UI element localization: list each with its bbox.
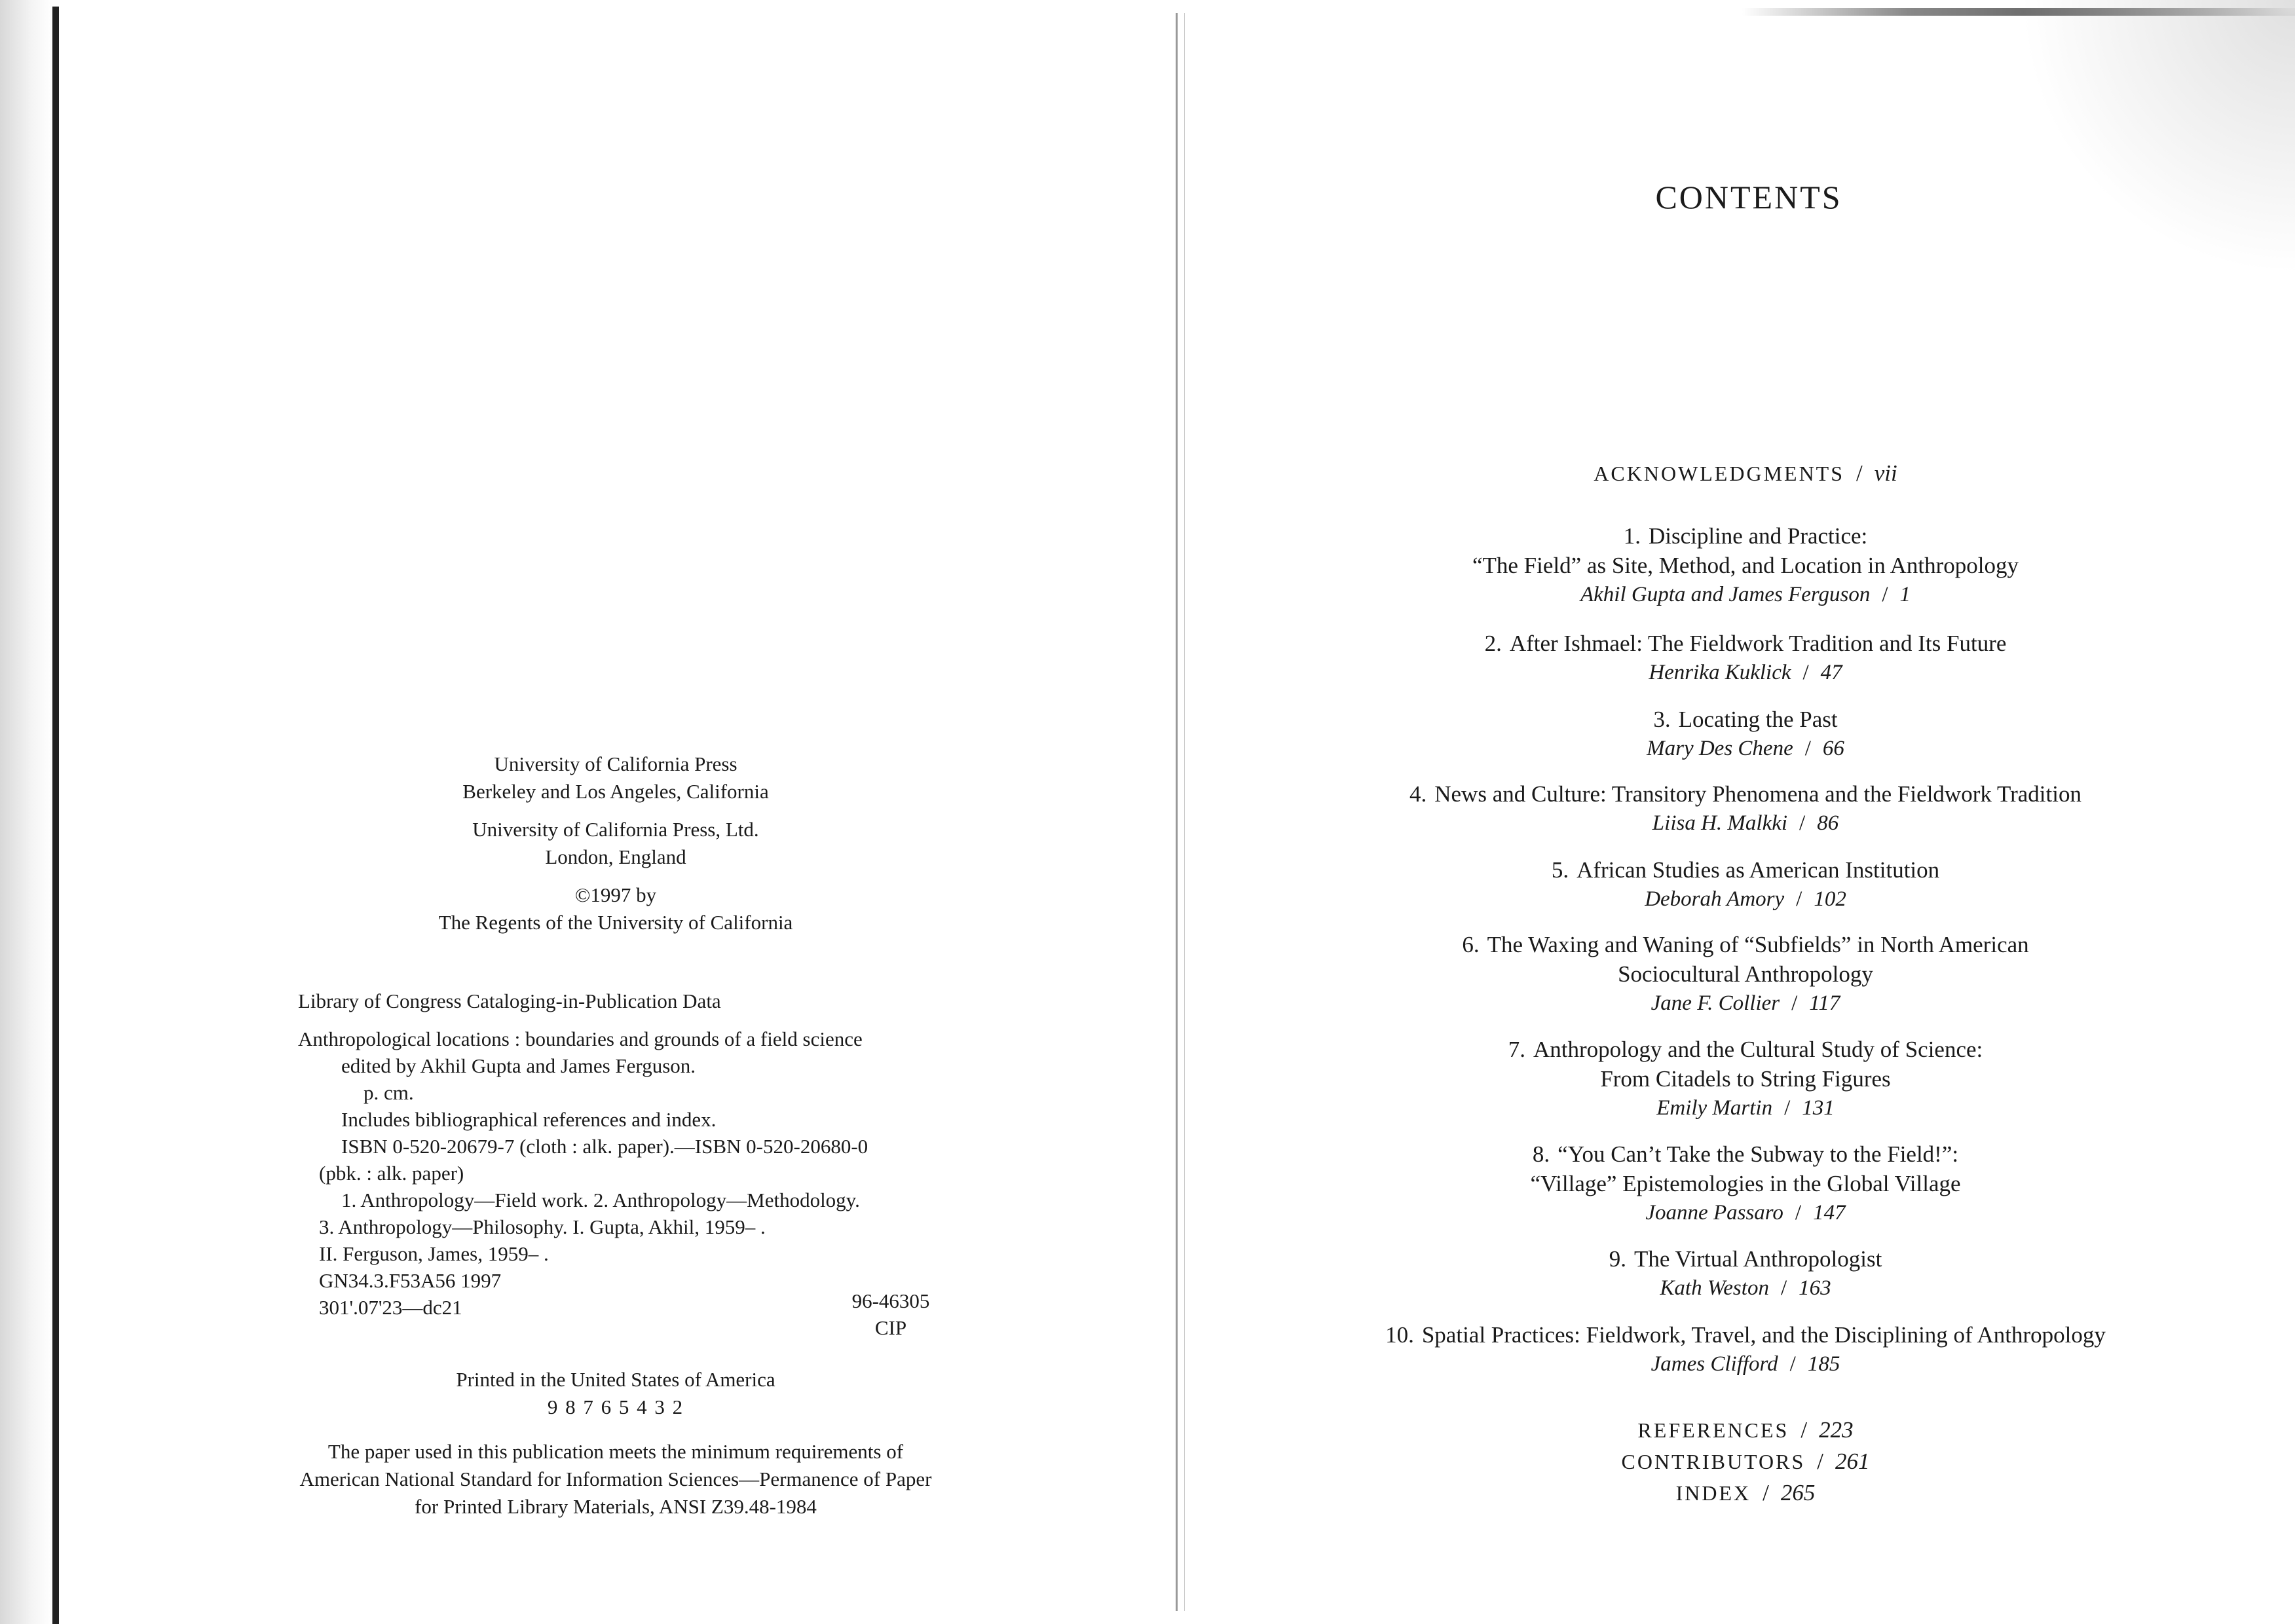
toc-author: Jane F. Collier bbox=[1651, 991, 1780, 1015]
toc-title: The Waxing and Waning of “Subfields” in North American bbox=[1487, 932, 2029, 957]
cip-label: CIP bbox=[874, 1316, 907, 1339]
toc-author: Liisa H. Malkki bbox=[1652, 811, 1788, 835]
toc-author: Joanne Passaro bbox=[1645, 1201, 1783, 1225]
page-edge-shadow bbox=[0, 0, 52, 1624]
gutter-line bbox=[1176, 13, 1178, 1611]
toc-title: The Virtual Anthropologist bbox=[1633, 1246, 1882, 1272]
paper-note-line: for Printed Library Materials, ANSI Z39.48-1984 bbox=[415, 1495, 817, 1518]
binding-edge bbox=[52, 7, 59, 1624]
uk-publisher-name: University of California Press, Ltd. bbox=[472, 818, 759, 841]
toc-title: News and Culture: Transitory Phenomena and the Fieldwork Tradition bbox=[1434, 781, 2081, 807]
cip-line: Includes bibliographical references and index. bbox=[341, 1108, 717, 1131]
cip-number: 96-46305 bbox=[851, 1289, 930, 1312]
cip-line: edited by Akhil Gupta and James Ferguson. bbox=[341, 1054, 696, 1077]
copyright-year: ©1997 by bbox=[574, 883, 657, 906]
cip-record bbox=[298, 1025, 868, 1321]
toc-back-label: INDEX bbox=[1675, 1481, 1751, 1505]
toc-back-matter: REFERENCES / 223 CONTRIBUTORS / 261 INDEX / 265 bbox=[1621, 1417, 1870, 1505]
toc-title: “Village” Epistemologies in the Global Village bbox=[1530, 1171, 1961, 1196]
cip-heading: Library of Congress Cataloging-in-Publication Data bbox=[298, 989, 721, 1012]
toc-back-page: 265 bbox=[1780, 1480, 1816, 1505]
toc-page: 1 bbox=[1899, 583, 1911, 606]
toc-title: “You Can’t Take the Subway to the Field!”: bbox=[1558, 1141, 1959, 1167]
toc-number: 7. bbox=[1508, 1037, 1525, 1062]
toc-number: 9. bbox=[1609, 1246, 1626, 1272]
toc-entry: 4. News and Culture: Transitory Phenomena and the Fieldwork Tradition Liisa H. Malkki / 86 bbox=[1409, 781, 2081, 835]
toc-title: “The Field” as Site, Method, and Location in Anthropology bbox=[1472, 553, 2019, 578]
cip-line: 3. Anthropology—Philosophy. I. Gupta, Akhil, 1959– . bbox=[319, 1215, 766, 1238]
toc-front-label: ACKNOWLEDGMENTS bbox=[1594, 462, 1845, 485]
toc-title: Spatial Practices: Fieldwork, Travel, and the Disciplining of Anthropology bbox=[1421, 1322, 2106, 1348]
toc-entry: 8. “You Can’t Take the Subway to the Field!”: “Village” Epistemologies in the Global Village Joanne Passaro / 147 bbox=[1303, 1139, 2188, 1228]
toc-back-label: CONTRIBUTORS bbox=[1621, 1450, 1806, 1473]
printed-block bbox=[354, 1366, 878, 1421]
cip-line: 1. Anthropology—Field work. 2. Anthropology—Methodology. bbox=[341, 1189, 860, 1211]
publisher-name: University of California Press bbox=[494, 752, 737, 775]
copyright-block bbox=[354, 881, 878, 936]
print-run-numbers: 9 8 7 6 5 4 3 2 bbox=[547, 1395, 684, 1418]
paper-note-line: American National Standard for Information Sciences—Permanence of Paper bbox=[299, 1467, 932, 1490]
cip-line: GN34.3.F53A56 1997 bbox=[319, 1269, 502, 1292]
toc-title: Anthropology and the Cultural Study of Science: bbox=[1533, 1037, 1983, 1062]
toc-author: Deborah Amory bbox=[1645, 887, 1785, 911]
toc-number: 1. bbox=[1623, 523, 1641, 549]
cip-line: Anthropological locations : boundaries and grounds of a field science bbox=[298, 1027, 863, 1050]
toc-page: 86 bbox=[1817, 811, 1839, 835]
toc-front-matter: ACKNOWLEDGMENTS / vii bbox=[1594, 460, 1897, 486]
toc-page: 147 bbox=[1813, 1201, 1846, 1225]
toc-number: 6. bbox=[1462, 932, 1480, 957]
toc-title: African Studies as American Institution bbox=[1577, 857, 1940, 883]
uk-publisher-block bbox=[354, 816, 878, 871]
toc-entry: 9. The Virtual Anthropologist Kath Weston / 163 bbox=[1609, 1246, 1882, 1300]
toc-title: Locating the Past bbox=[1678, 707, 1838, 732]
toc-page: 131 bbox=[1802, 1096, 1835, 1120]
toc-title: From Citadels to String Figures bbox=[1600, 1066, 1891, 1092]
toc-number: 4. bbox=[1409, 781, 1427, 807]
toc-page: 185 bbox=[1807, 1352, 1840, 1376]
toc-number: 8. bbox=[1532, 1141, 1550, 1167]
toc-title: Discipline and Practice: bbox=[1648, 523, 1868, 549]
cip-number-block bbox=[845, 1287, 937, 1341]
toc-entry: 6. The Waxing and Waning of “Subfields” in North American Sociocultural Anthropology Jane F. Collier / 117 bbox=[1303, 930, 2188, 1018]
toc-entry: 10. Spatial Practices: Fieldwork, Travel, and the Disciplining of Anthropology James Clifford / 185 bbox=[1385, 1322, 2106, 1376]
toc-author: Kath Weston bbox=[1660, 1276, 1769, 1300]
paper-note bbox=[223, 1438, 1009, 1521]
copyright-holder: The Regents of the University of California bbox=[438, 911, 793, 934]
toc-title: Sociocultural Anthropology bbox=[1618, 961, 1873, 987]
toc-entry: 5. African Studies as American Institution Deborah Amory / 102 bbox=[1551, 857, 1940, 911]
contents-title: CONTENTS bbox=[1655, 179, 1842, 215]
toc-entry: 2. After Ishmael: The Fieldwork Tradition and Its Future Henrika Kuklick / 47 bbox=[1484, 631, 2007, 684]
paper-note-line: The paper used in this publication meets the minimum requirements of bbox=[327, 1440, 904, 1463]
cip-line: ISBN 0-520-20679-7 (cloth : alk. paper).—ISBN 0-520-20680-0 bbox=[341, 1135, 868, 1158]
toc-author: Akhil Gupta and James Ferguson bbox=[1580, 583, 1871, 606]
toc-number: 3. bbox=[1653, 707, 1671, 732]
toc-title: After Ishmael: The Fieldwork Tradition and Its Future bbox=[1509, 631, 2007, 656]
toc-page: 117 bbox=[1809, 991, 1840, 1015]
toc-page: 47 bbox=[1820, 661, 1842, 684]
cip-line: p. cm. bbox=[364, 1081, 414, 1104]
toc-number: 5. bbox=[1551, 857, 1569, 883]
cip-line: (pbk. : alk. paper) bbox=[319, 1162, 464, 1185]
toc-page: 163 bbox=[1799, 1276, 1831, 1300]
toc-back-label: REFERENCES bbox=[1637, 1418, 1789, 1442]
toc-front-page: vii bbox=[1874, 460, 1897, 486]
toc-page: 102 bbox=[1814, 887, 1846, 911]
cip-line: 301'.07'23—dc21 bbox=[319, 1296, 462, 1319]
toc-author: James Clifford bbox=[1651, 1352, 1778, 1376]
uk-publisher-location: London, England bbox=[545, 845, 686, 868]
scan-corner-shade bbox=[2020, 0, 2295, 275]
toc-back-page: 261 bbox=[1835, 1449, 1870, 1474]
toc-back-page: 223 bbox=[1819, 1417, 1854, 1443]
toc-author: Mary Des Chene bbox=[1647, 737, 1793, 760]
toc-entry: 1. Discipline and Practice: “The Field” as Site, Method, and Location in Anthropology Akhil Gupta and James Ferguson / 1 bbox=[1303, 521, 2188, 610]
toc-author: Henrika Kuklick bbox=[1649, 661, 1791, 684]
gutter-line-inner bbox=[1184, 13, 1185, 1611]
toc-number: 2. bbox=[1484, 631, 1502, 656]
publisher-location: Berkeley and Los Angeles, California bbox=[462, 780, 769, 803]
cip-line: II. Ferguson, James, 1959– . bbox=[319, 1242, 549, 1265]
toc-author: Emily Martin bbox=[1656, 1096, 1773, 1120]
toc-entry: 7. Anthropology and the Cultural Study of Science: From Citadels to String Figures Emily Martin / 131 bbox=[1303, 1035, 2188, 1123]
publisher-block bbox=[354, 750, 878, 805]
printed-in: Printed in the United States of America bbox=[456, 1368, 775, 1391]
toc-number: 10. bbox=[1385, 1322, 1414, 1348]
toc-entry: 3. Locating the Past Mary Des Chene / 66 bbox=[1647, 707, 1844, 760]
toc-page: 66 bbox=[1822, 737, 1844, 760]
